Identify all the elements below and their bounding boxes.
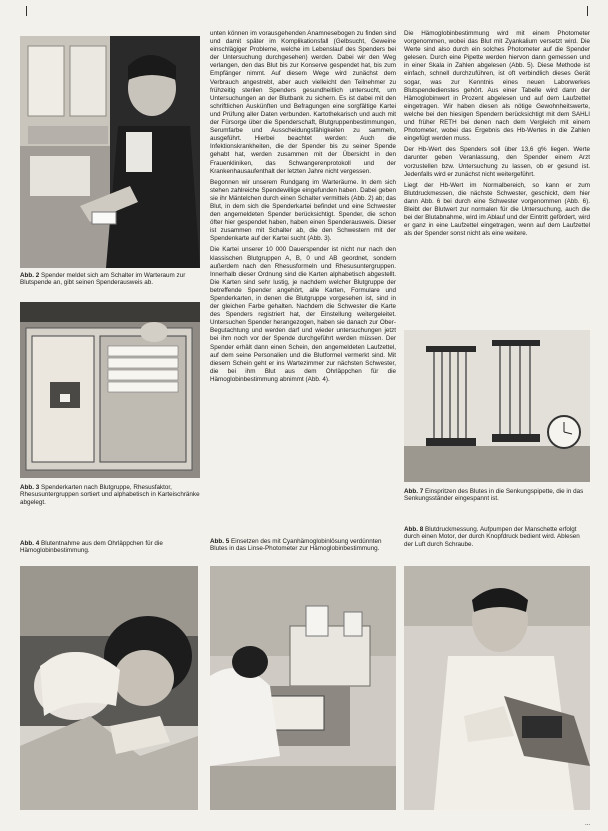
caption-abb5 (210, 538, 396, 553)
paragraph: Liegt der Hb-Wert im Normalbereich, so kann er zum Blutdruckmessen, die nächste Schwester, geschickt, dem hier dann Abb. 6 bei durch eine Schwester vorgenommen (Abb. 6). Bleibt der Blutwert zur normalen für die Untersuchung, auch die bei der Blutabnahme, wird im Ablauf und der Eintritt gefördert, wird er ganz in eine Laufzettel eingetragen, wenn auf dem Laufzettel als der Spender sonst nicht als eine weitere. (404, 181, 590, 238)
caption-abb2 (20, 272, 202, 287)
photo-abb4-earlobe-sampling (20, 566, 198, 810)
caption-abb3 (20, 484, 202, 506)
caption-text: Einspritzen des Blutes in die Senkungspipette, die in das Senkungsständer eingespannt ist. (404, 488, 584, 503)
photo-abb8-blood-pressure (404, 566, 590, 810)
caption-label: Abb. 2 (20, 272, 40, 279)
caption-label: Abb. 5 (210, 538, 230, 545)
caption-abb8 (404, 526, 590, 548)
crop-mark (587, 6, 588, 16)
photo-abb7-sedimentation-rack (404, 330, 590, 482)
caption-text: Spenderkarten nach Blutgruppe, Rhesusfaktor, Rhesusuntergruppen sortiert und alphabetisch in Karteischränke abgelegt. (20, 484, 200, 506)
crop-mark (26, 6, 27, 16)
photo-abb3-card-file (20, 302, 200, 478)
caption-abb7 (404, 488, 590, 503)
caption-abb4 (20, 540, 202, 555)
paragraph: Der Hb-Wert des Spenders soll über 13,6 g% liegen. Werte darunter geben Veranlassung, den Spender einem Arzt vorzustellen bzw. Untersuchung zu lassen, ob er gesund ist. Jedenfalls wird er zunächst nicht weitergeführt. (404, 146, 590, 178)
caption-label: Abb. 4 (20, 540, 40, 547)
text-column-middle (210, 30, 396, 384)
caption-text: Spender meldet sich am Schalter im Warteraum zur Blutspende an, gibt seinen Spenderausweis ab. (20, 272, 186, 287)
photo-abb5-photometer (210, 566, 396, 810)
page-folio: ... (584, 821, 590, 827)
caption-label: Abb. 7 (404, 488, 424, 495)
caption-text: Einsetzen des mit Cyanhämoglobinlösung verdünnten Blutes in das Linse-Photometer zur Hämoglobinbestimmung. (210, 538, 382, 553)
caption-label: Abb. 3 (20, 484, 40, 491)
paragraph: Die Hämoglobinbestimmung wird mit einem Photometer vorgenommen, wobei das Blut mit Zyankalium versetzt wird. Die Werte sind also durch ein solches Photometer auf die Spender gelesen. Durch eine Pipette werden hiervon dann gemessen und in einer Skala in Zahlen abgelesen (Abb. 5). Diese Methode ist einfach, schnell durchzuführen, ist oft verbindlich dieses Gerät sogar, was zur Kenntnis eines neuen Laborwerkes Blutspendedienstes gehört. Aus einer Tabelle wird dann der Hämoglobinwert in Prozent abgelesen und auf dem Laufzettel eingetragen. Wir haben diesen als nötige Gewohnheitswerte, welche bei den hiesigen Spendern berücksichtigt mit dem SAHLI und früher RETH bei denen nach dem Vergleich mit einem Photometer, wobei das Ergebnis des Hb-Wertes in die Zahlen eingefügt werden muss. (404, 30, 590, 143)
paragraph: Begonnen wir unserem Rundgang im Warteräume. In dem sich stehen zahlreiche Spendewillige eingefunden haben. Dabei geben sie ihr Mäntelchen durch einen Schalter vermittels (Abb. 2) ab; das Blut, in dem sich die Spenderkartei befindet und eine Schwester den angemeldeten Spender berücksichtigt. Spender, die schon öfter hier gespendet haben, haben einen Spenderausweis. Dieser ist zusammen mit Schalter ab, die den Schwestern mit der Spendenkarte auf der Kartei sucht (Abb. 3). (210, 178, 396, 243)
paragraph: unten können im vorausgehenden Anamnesebogen zu finden sind und damit später im Komplikationsfall (Gelbsucht, Geweine einschlägiger Probleme, welche im Lebenslauf des Spenders bei der Untersuchung durchgesehen) werden. Dabei wir den Weg verlangen, den das Blut bis zur Konserve gespendet hat, bis zum Empfänger nimmt. Auf diesem Wege wird zunächst dem Verbrauch angestrebt, aber auch vielleicht den Teilnehmer zu frühzeitig sterilen Spenders gesundheitlich untersucht, um Untersuchungen an der Blutbank zu sichern. Es ist dabei mit den schriftlichen Auskünften und Befragungen eine sorgfältige Kartei und Prüfung aller Daten verbunden. Kartothekarisch und auch mit der Fürsorge über die Spenderschaft, Blutgruppenbestimmungen, Serumfarbe und Ausscheidungsfähigkeiten zu sammeln, ausgeführt. Hierbei beachtet werden: Auch die Infektionskrankheiten, die der Spender bis zu seiner Spende gehabt hat, werden zusammen mit der Übersicht in den Frauenkliniken, das Schwangerenprotokoll und der Krankenhausaufenthalt der letzten Jahre nicht vergessen. (210, 30, 396, 175)
caption-label: Abb. 8 (404, 526, 424, 533)
paragraph: Die Kartei unserer 10 000 Dauerspender ist nicht nur nach den klassischen Blutgruppen A, B, 0 und AB geordnet, sondern außerdem nach den Rhesusformeln und Rhesusuntergruppen. Innerhalb dieser Ordnung sind die Karten alphabetisch abgestellt. Die Karten sind sehr lustig, je nachdem welcher Blutgruppe der betreffende Spender angehört, alle Karten, Formulare und Spenderkarten, in denen die Blutgruppe vorgesehen ist, sind in der gleichen Farbe gehalten. Nachdem die Schwester die Karte des Spenders registriert hat, der Einstellung weitergeleitet. Untersuchen Spender herangezogen, haben sie danach zur Ober-Begutachtung und werden darf und wieder untersuchungen jetzt bei ihm noch vor der Spende durchgeführt werden müssen. Der Spender erhält dann einen Schein, den angemeldeten Laufzettel, auf dem seine Personalien und die Blutformel vermerkt sind. Mit diesem Schein geht er ins Wartezimmer zur nächsten Schwester, die bei ihm Blut aus dem Ohrläppchen für die Hämoglobinbestimmung abnimmt (Abb. 4). (210, 246, 396, 383)
caption-text: Blutdruckmessung. Aufpumpen der Manschette erfolgt durch einen Motor, der durch Knopfdruck bedient wird. Ablesen der Luft durch Schraube. (404, 526, 580, 548)
text-column-right (404, 30, 590, 238)
caption-text: Blutentnahme aus dem Ohrläppchen für die Hämoglobinbestimmung. (20, 540, 163, 555)
photo-abb2-donor-at-counter (20, 36, 200, 268)
